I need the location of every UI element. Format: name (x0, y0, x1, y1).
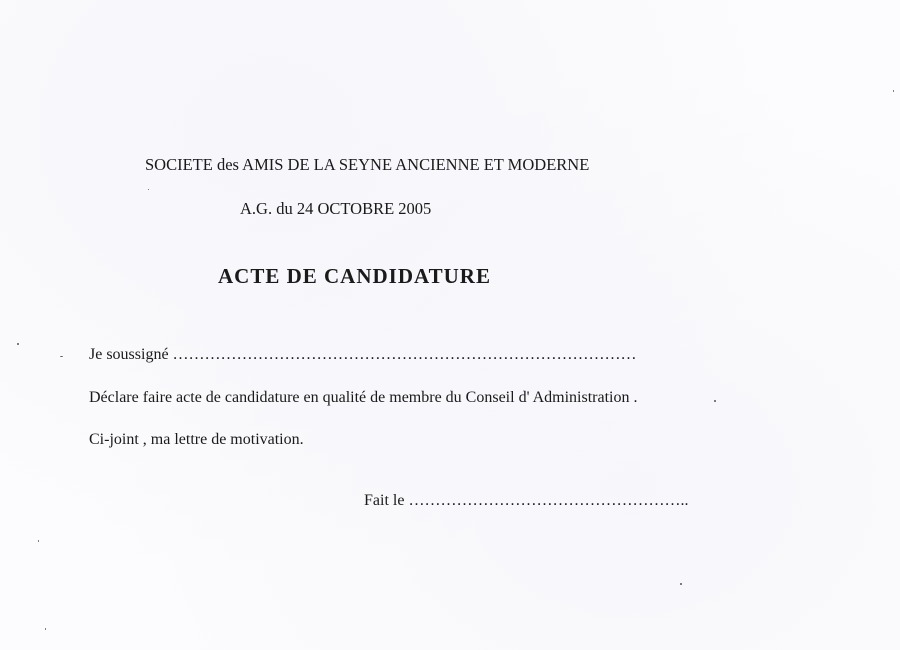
scan-speck (680, 583, 682, 585)
document-title: ACTE DE CANDIDATURE (218, 264, 491, 288)
date-line: Fait le …………………………………………….. (364, 492, 689, 509)
meeting-date: A.G. du 24 OCTOBRE 2005 (240, 199, 432, 218)
organization-name: SOCIETE des AMIS DE LA SEYNE ANCIENNE ET MODERNE (145, 155, 590, 174)
attachment-line: Ci-joint , ma lettre de motivation. (89, 431, 304, 448)
declaration-line: Déclare faire acte de candidature en qualité de membre du Conseil d' Administration . (89, 389, 638, 406)
scan-speck (60, 356, 63, 357)
scan-speck (893, 90, 894, 92)
scan-speck (38, 540, 39, 542)
scan-speck (17, 343, 19, 345)
undersigned-line: Je soussigné …………………………………………………………………………… (89, 346, 637, 363)
scan-speck (714, 400, 716, 402)
scan-speck (45, 628, 46, 630)
scan-speck (148, 189, 149, 190)
